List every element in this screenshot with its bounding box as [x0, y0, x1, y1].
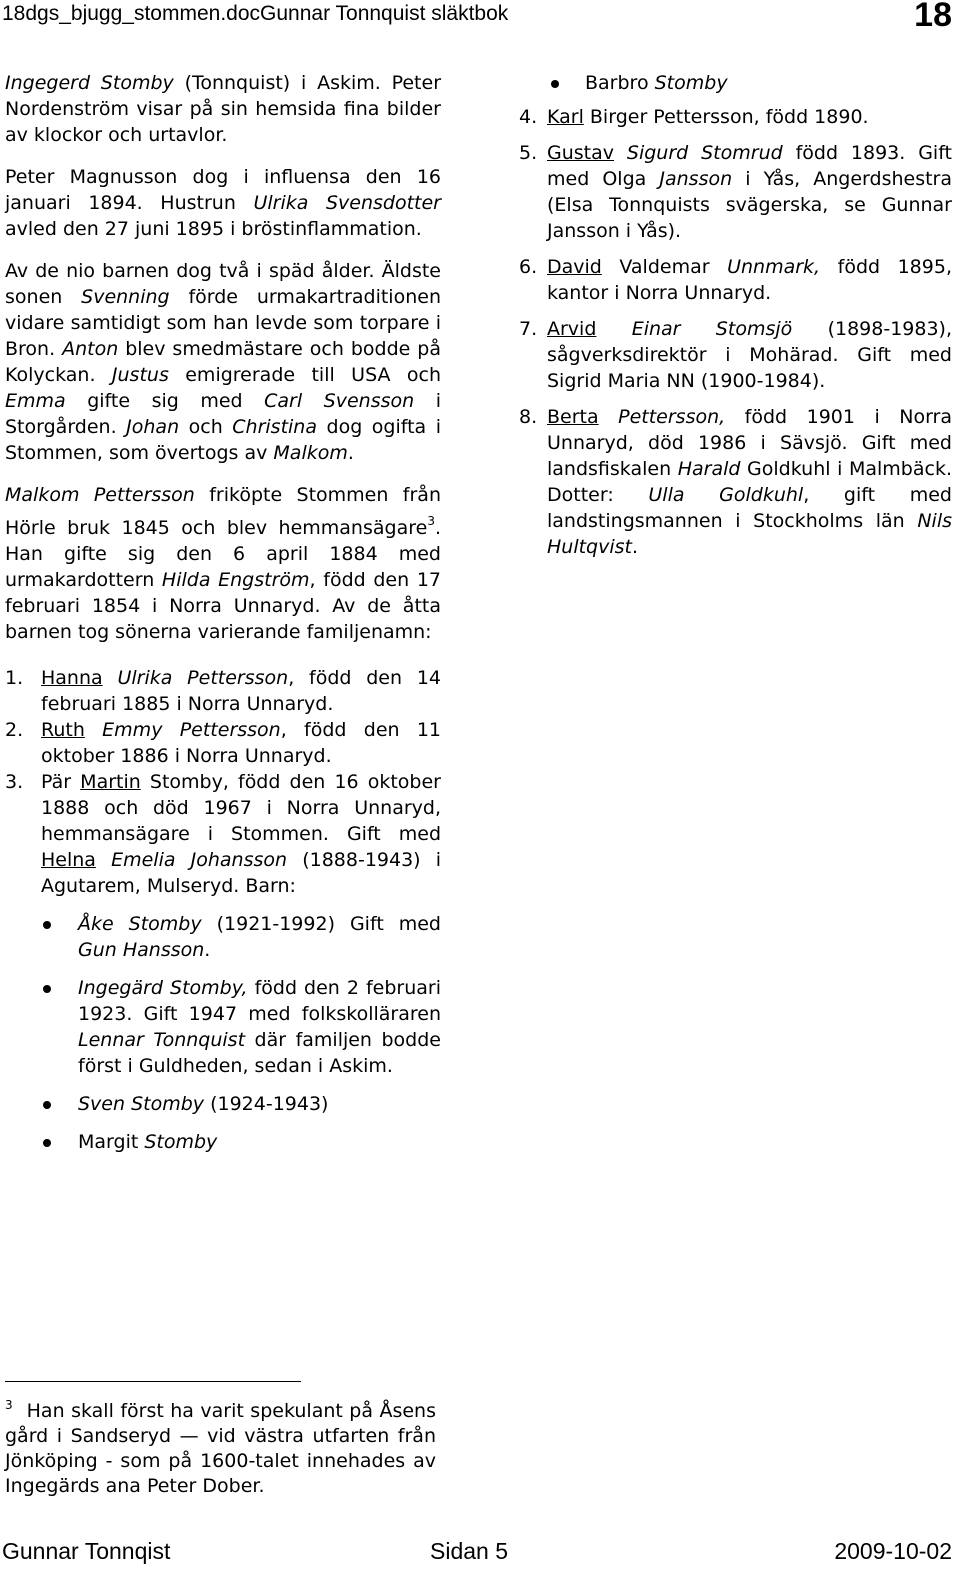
header-filename: 18dgs_bjugg_stommen.doc — [2, 2, 261, 25]
paragraph: Ingegerd Stomby (Tonnquist) i Askim. Peter Nordenström visar på sin hemsida fina bilder av klockor och urtavlor. — [5, 72, 442, 146]
footnote-text: Han skall först ha varit spekulant på Åsens gård i Sandseryd — vid västra utfarten från Jönköping - som på 1600-talet innehades av Ingegärds ana Peter Dober. — [5, 1400, 436, 1497]
footer-date: 2009-10-02 — [834, 1538, 952, 1564]
children-list — [5, 665, 441, 899]
header-book-title: Gunnar Tonnquist släktbok — [260, 2, 509, 25]
list-item: 4. Karl Birger Pettersson, född 1890. — [519, 106, 869, 128]
list-item: 5. Gustav Sigurd Stomrud född 1893. Gift med Olga Jansson i Yås, Angerdshestra (Elsa Tonnquists svägerska, se Gunnar Jansson i Yås). — [519, 142, 953, 242]
paragraph: Peter Magnusson dog i influensa den 16 januari 1894. Hustrun Ulrika Svensdotter avled den 27 juni 1895 i bröstinflammation. — [5, 166, 441, 240]
paragraph: Av de nio barnen dog två i späd ålder. Äldste sonen Svenning förde urmakartraditionen vidare samtidigt som han levde som torpare i Bron. Anton blev smedmästare och bodde på Kolyckan. Justus emigrerade till USA och Emma gifte sig med Carl Svensson i Storgården. Johan och Christina dog ogifta i Stommen, som övertogs av Malkom. — [5, 260, 441, 464]
footnote-separator — [5, 1381, 301, 1382]
list-item: Ingegärd Stomby, född den 2 februari 1923. Gift 1947 med folkskolläraren Lennar Tonnquist där familjen bodde först i Guldheden, sedan i Askim. — [5, 975, 441, 1079]
list-item: 3. Pär Martin Stomby, född den 16 oktober 1888 och död 1967 i Norra Unnaryd, hemmansägare i Stommen. Gift med Helna Emelia Johansson (1888-1943) i Agutarem, Mulseryd. Barn: — [5, 771, 442, 897]
children-list-continued — [519, 104, 952, 560]
header-page-number: 18 — [914, 0, 952, 34]
list-item: 6. David Valdemar Unnmark, född 1895, kantor i Norra Unnaryd. — [519, 256, 952, 304]
list-item: 7. Arvid Einar Stomsjö (1898-1983), sågverksdirektör i Mohärad. Gift med Sigrid Maria NN (1900-1984). — [519, 318, 953, 392]
list-item: Åke Stomby (1921-1992) Gift med Gun Hansson. — [5, 911, 441, 963]
grandchildren-list — [5, 911, 441, 1155]
footer-page: Sidan 5 — [430, 1538, 509, 1564]
list-item: 2. Ruth Emmy Pettersson, född den 11 oktober 1886 i Norra Unnaryd. — [5, 719, 442, 767]
right-column — [519, 70, 952, 570]
list-item: 1. Hanna Ulrika Pettersson, född den 14 februari 1885 i Norra Unnaryd. — [5, 667, 441, 715]
list-item: Barbro Stomby — [519, 70, 952, 96]
footnote-reference[interactable]: 3 — [427, 514, 435, 528]
footnote — [5, 1393, 436, 1499]
paragraph: Malkom Pettersson friköpte Stommen från Hörle bruk 1845 och blev hemmansägare$^3$. Han gifte sig den 6 april 1884 med urmakardottern Hilda Engström, född den 17 februari 1854 i Norra Unnaryd. Av de åtta barnen tog sönerna varierande familjenamn: — [5, 484, 441, 643]
document-header — [2, 2, 508, 26]
list-item: Sven Stomby (1924-1943) — [5, 1091, 441, 1117]
left-column — [5, 70, 441, 1167]
list-item: Margit Stomby — [5, 1129, 441, 1155]
grandchildren-list-continued — [519, 70, 952, 96]
footer-author: Gunnar Tonnqist — [2, 1538, 171, 1564]
footnote-number: 3 — [5, 1398, 13, 1412]
list-item: 8. Berta Pettersson, född 1901 i Norra Unnaryd, död 1986 i Sävsjö. Gift med landsfiskalen Harald Goldkuhl i Malmbäck. Dotter: Ulla Goldkuhl, gift med landstingsmannen i Stockholms län Nils Hultqvist. — [519, 406, 952, 558]
